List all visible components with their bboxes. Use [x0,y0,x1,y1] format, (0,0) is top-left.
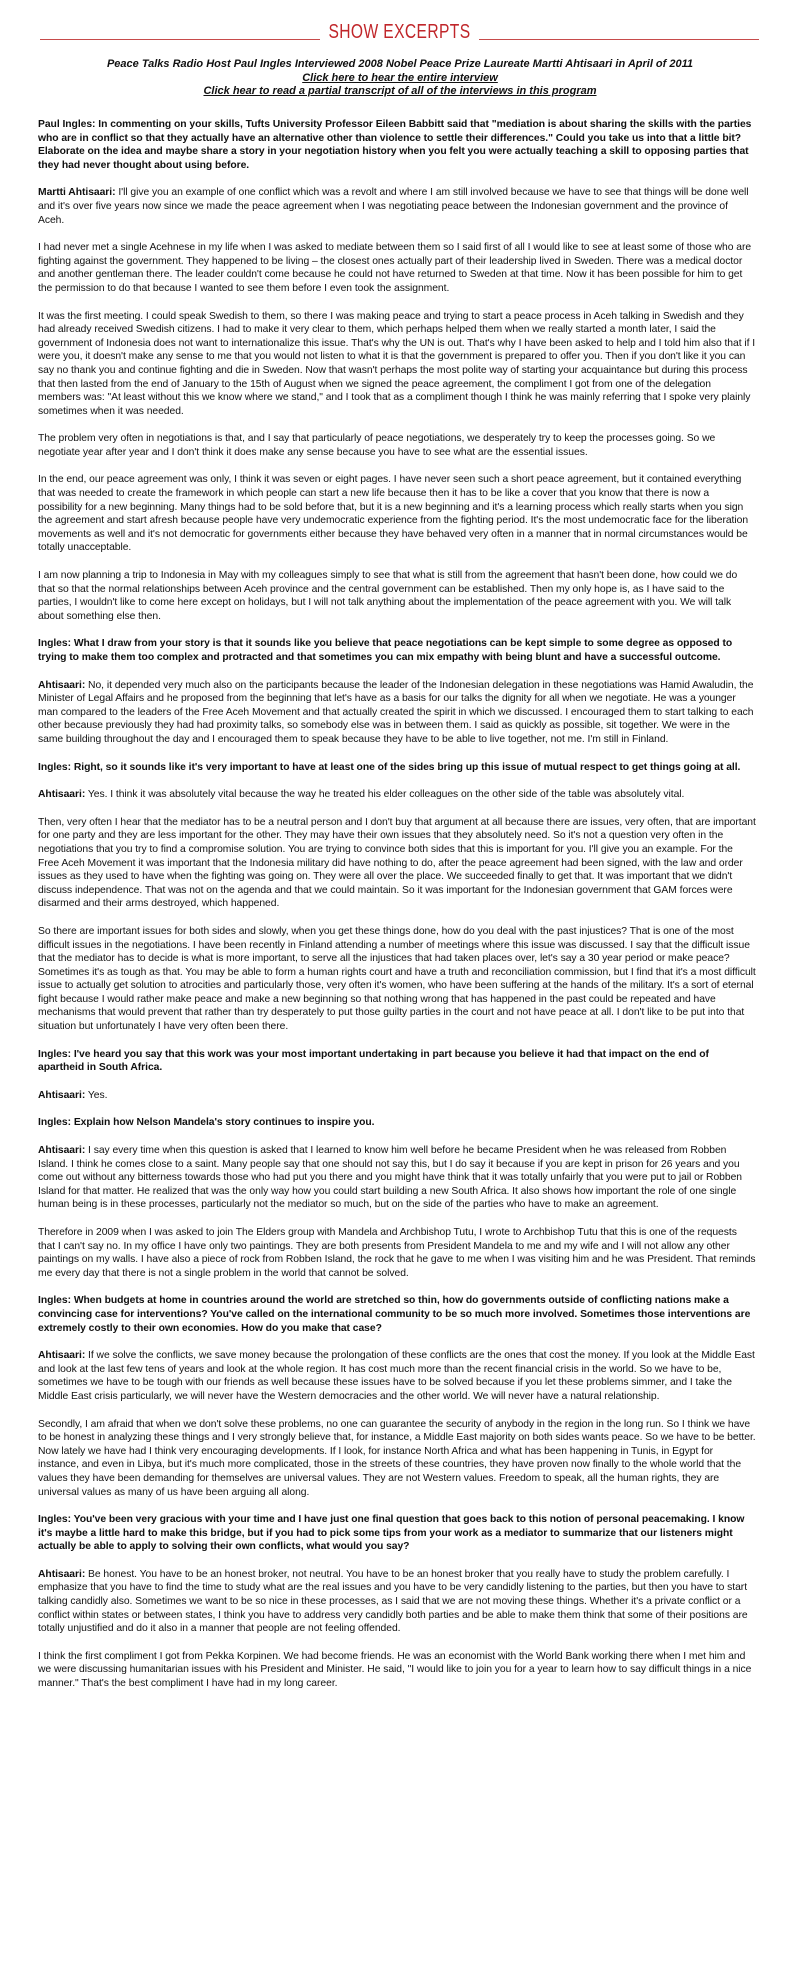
page-title: SHOW EXCERPTS [328,21,471,43]
paragraph-text: Explain how Nelson Mandela's story continues to inspire you. [73,1117,375,1129]
answer-paragraph [38,473,756,555]
paragraph-text: I say every time when this question is asked that I learned to know him well before he became President when he was released from Robben Island. I think he comes close to a saint. Many people say that one should not say this, but I do say it because if you are kept in prison for 26 years and you come out without any bitterness towards those who had put you there and you might have think that it was totally unfairly that you were put to jail or Robben Island for that matter. He realized that was the only way how you could start building a new South Africa. It also shows how important the role of one single human being is in these processes, particularly not the mediator so much, but on the side of the parties who have to make an agreement. [38,1145,742,1211]
speaker-label: Ahtisaari: [38,1145,86,1157]
paragraph-text: So there are important issues for both sides and slowly, when you get these things done, how do you deal with the past injustices? That is one of the most difficult issues in the negotiations. I have been recently in Finland attending a number of meetings where this issue was discussed. I say that the difficult issue that the mediator has to decide is what is more important, to serve all the injustices that had taken places over, let's say a 30 year period or make peace? Sometimes it's as tough as that. You may be able to form a human rights court and have a truth and reconciliation commission, but I find that it's a most difficult issue to actually get solution to atrocities and particularly those, very often it's women, who have been suffering at the hands of the military. It's a sort of eternal fight because I would rather make peace and make a new beginning so that nothing wrong that has happened in the past could be repeated and have mechanisms that would prevent that rather than try desperately to put those guilty parties in the court and not have peace at all. I don't like to be put into that situation but unfortunately I have very often been there. [38,925,756,1033]
speaker-label: Ingles: [38,1514,71,1526]
hear-interview-link[interactable]: Click here to hear the entire interview [302,71,498,84]
answer-paragraph [38,1568,756,1636]
paragraph-text: In the end, our peace agreement was only, I think it was seven or eight pages. I have never seen such a short peace agreement, but it contained everything that was needed to create the framework in which people can start a new life because then it has to be like a cover that you know that there is now a possibility for a new beginning. Many things had to be sold before that, but it is a new beginning and it's a learning process which really starts when you sign the agreement and start afresh because people have very undemocratic experience from the fighting period. It's the most undemocratic face for the liberation movements as well and it's not democratic for governments either because they have behaved very often in a manner that in normal circumstances would be totally unacceptable. [38,474,749,554]
speaker-label: Ahtisaari: [38,789,86,801]
answer-paragraph [38,679,756,747]
paragraph-text: I am now planning a trip to Indonesia in May with my colleagues simply to see that what is still from the agreement that hasn't been done, how could we do that so that the normal relationships between Aceh province and the central government can be established. Then my only hope is, as I have said to the parties, I wouldn't like to come here except on holidays, but I will not talk anything about the implementation of the peace agreement with you. We will talk about something else then. [38,570,738,622]
question-paragraph [38,1294,756,1335]
intro-block [40,58,760,99]
answer-paragraph [38,186,756,227]
paragraph-text: I think the first compliment I got from Pekka Korpinen. We had become friends. He was an economist with the World Bank working there when I met him and we were discussing humanitarian issues with his President and Minister. He said, "I would like to join you for a year to learn how to say difficult things in a nice manner." That's the best compliment I have had in my long career. [38,1650,752,1690]
paragraph-text: Then, very often I hear that the mediator has to be a neutral person and I don't buy that argument at all because there are issues, very often, that are important for one party and they are less important for the other. They may have their own issues that they absolutely need. So it's not a question very often in the negotiations that you try to find a compromise solution. You are trying to convince both sides that this is important for you. I'll give you an example. For the Free Aceh Movement it was important that the Indonesia military did have nothing to do, after the peace agreement had been signed, with the law and order issues as they used to have when the fighting was going on. They were all over the place. We succeeded finally to get that. It was important that we didn't discuss independence. That was not on the agenda and that we could maintain. So it was important for the Indonesian government that GAM forces were disarmed and their arms destroyed, which happened. [38,816,756,910]
speaker-label: Ingles: [38,1117,71,1129]
question-paragraph [38,761,756,775]
question-paragraph [38,1048,756,1075]
paragraph-text: In commenting on your skills, Tufts University Professor Eileen Babbitt said that "mediation is about sharing the skills with the parties who are in conflict so that they actually have an alternative other than violence to settle their differences." Could you take us into that a little bit? Elaborate on the idea and maybe share a story in your negotiation history when you felt you were actually teaching a skill to opposing parties that they had never thought about using before. [38,119,752,171]
speaker-label: Ahtisaari: [38,1089,86,1101]
question-paragraph [38,1513,756,1554]
answer-paragraph [38,788,756,802]
paragraph-text: You've been very gracious with your time and I have just one final question that goes back to this notion of personal peacemaking. I know it's maybe a little hard to make this bridge, but if you had to pick some tips from your work as a mediator to summarize that our listeners might actually be able to apply to solving their own conflicts, what would you say? [38,1514,745,1553]
paragraph-text: Right, so it sounds like it's very important to have at least one of the sides bring up this issue of mutual respect to get things going at all. [73,761,741,773]
paragraph-text: Be honest. You have to be an honest broker, not neutral. You have to be an honest broker that you really have to study the problem carefully. I emphasize that you have to find the time to study what are the real issues and you have to be very candidly listening to the parties, but then you have to start talking candidly also. Sometimes we want to be so nice in these processes, as I said that we are not moving these things. Whether it's a private conflict or a conflict within states or between states, I think you have to address very candidly both parties and be able to make them think that some of their positions are totally unjustified and do it also in a manner that people are not feeling offended. [38,1568,748,1635]
paragraph-text: No, it depended very much also on the participants because the leader of the Indonesian delegation in these negotiations was Hamid Awaludin, the Minister of Legal Affairs and he proposed from the beginning that let's have as a basis for our talks the dignity for all when we negotiate. He was a younger man compared to the leaders of the Free Aceh Movement and that actually created the spirit in which we discussed. I encouraged them to start talking to each other because previously they had had proximity talks, so somebody else was in between them. I said as quickly as possible, sit together. We were in the same building throughout the day and I encouraged them to speak because they have to be able to live together, not me. I'm still in Finland. [38,679,754,745]
intro-subtitle: Peace Talks Radio Host Paul Ingles Interviewed 2008 Nobel Peace Prize Laureate Martti Ahtisaari in April of 2011 [106,58,694,70]
speaker-label: Ingles: [38,761,71,773]
answer-paragraph [38,1144,756,1212]
speaker-label: Ahtisaari: [38,1568,86,1580]
question-paragraph [38,637,756,664]
paragraph-text: It was the first meeting. I could speak Swedish to them, so there I was making peace and trying to start a peace process in Aceh talking in Swedish and they had already received Swedish citizens. I had to make it very clear to them, which perhaps helped them when we really started a month later, I said the government of Indonesia does not want to internationalize this issue. That's why the UN is out. That's why I have been asked to help and I told him also that if I were you, it doesn't make any sense to me that you would not listen to what it is that the government is prepared to offer you. Then if you don't like it you can say no thank you and continue fighting and die in Sweden. Now that wasn't perhaps the most polite way of starting your acquaintance but during this process that then lasted from the end of January to the 15th of August when we signed the peace agreement, the compliment I got from one of the delegation members was: "At least without this we know where we stand," and I took that as a compliment though I think he was mainly referring that I spoke very plainly sometimes when it was needed. [38,310,756,417]
speaker-label: Ingles: [38,1295,71,1307]
speaker-label: Ahtisaari: [38,679,86,691]
paragraph-text: Yes. [87,1089,108,1101]
speaker-label: Ahtisaari: [38,1350,86,1362]
paragraph-text: When budgets at home in countries around the world are stretched so thin, how do governments outside of conflicting nations make a convincing case for interventions? You've called on the international community to be so much more involved. Sometimes those interventions are extremely costly to their own economies. How do you make that case? [38,1295,751,1334]
paragraph-text: The problem very often in negotiations is that, and I say that particularly of peace negotiations, we desperately try to keep the processes going. So we negotiate year after year and I don't think it does make any sense because you have to see what are the essential issues. [38,433,716,458]
answer-paragraph [38,1650,756,1691]
paragraph-text: Therefore in 2009 when I was asked to join The Elders group with Mandela and Archbishop Tutu, I wrote to Archbishop Tutu that this is one of the requests that I can't say no. In my office I have only two paintings. They are both presents from President Mandela to me and my wife and I will not allow any other paintings on my walls. I have also a piece of rock from Robben Island, the rock that he gave to me when I was visiting him and he was President. That reminds me every day that there is not a single problem in the world that cannot be solved. [38,1227,756,1279]
answer-paragraph [38,432,756,459]
answer-paragraph [38,241,756,295]
question-paragraph [38,1116,756,1130]
answer-paragraph [38,569,756,623]
paragraph-text: Secondly, I am afraid that when we don't solve these problems, no one can guarantee the security of anybody in the region in the long run. So I think we have to be honest in analyzing these things and I very strongly believe that, for instance, a Middle East majority on both sides wants peace. So we have to be better. Now lately we have had I think very encouraging developments. If I look, for instance North Africa and what has been happening in Tunis, in Egypt for instance, and even in Libya, but it's much more complicated, those in the streets of these countries, they have proven now finally to the whole world that the values they have been demanding for themselves are universal values. They are not Western values. Freedom to speak, all the human rights, they are universal values as many of us have been arguing all along. [38,1418,756,1498]
speaker-label: Martti Ahtisaari: [38,187,116,199]
answer-paragraph [38,1418,756,1500]
paragraph-text: If we solve the conflicts, we save money because the prolongation of these conflicts are the ones that cost the money. If you look at the Middle East and look at the last few tens of years and look at the whole region. It has cost much more than the recent financial crisis in the world. So we have to be, sometimes we have to be tough with our friends as well because these issues have to be solved because if you let these problems simmer, and I take the Middle East crisis particularly, we will never have the Western democracies and the other world. We will never have a natural relationship. [38,1350,755,1402]
answer-paragraph [38,1089,756,1103]
speaker-label: Ingles: [38,638,71,650]
question-paragraph [38,118,756,172]
paragraph-text: I'll give you an example of one conflict which was a revolt and where I am still involved because we have to see that things will be done well and it's over five years now since we made the peace agreement when I was negotiating peace between the Indonesian government and the province of Aceh. [38,187,749,226]
read-transcript-link[interactable]: Click hear to read a partial transcript of all of the interviews in this program [203,85,597,97]
speaker-label: Ingles: [38,1048,71,1060]
answer-paragraph [38,1349,756,1403]
paragraph-text: What I draw from your story is that it sounds like you believe that peace negotiations can be kept simple to some degree as opposed to trying to make them too complex and protracted and that sometimes you can mix empathy with being blunt and have a successful outcome. [38,638,733,663]
paragraph-text: I've heard you say that this work was your most important undertaking in part because you believe it had that impact on the end of apartheid in South Africa. [38,1048,709,1074]
paragraph-text: Yes. I think it was absolutely vital because the way he treated his elder colleagues on the other side of the table was absolutely vital. [87,789,685,801]
answer-paragraph [38,925,756,1034]
paragraph-text: I had never met a single Acehnese in my life when I was asked to mediate between them so I said first of all I would like to see at least some of those who are fighting against the government. They happened to be living – the closest ones actually part of their leadership lived in Sweden. There was a medical doctor and another gentleman there. The leader couldn't come because he could not have returned to Sweden at that time. Now it has been possible for him to get the permission to do that because I wanted to see them before I even took the assignment. [38,242,752,294]
speaker-label: Paul Ingles: [38,119,96,130]
answer-paragraph [38,816,756,911]
answer-paragraph [38,310,756,419]
transcript-body [38,118,756,1705]
answer-paragraph [38,1226,756,1280]
